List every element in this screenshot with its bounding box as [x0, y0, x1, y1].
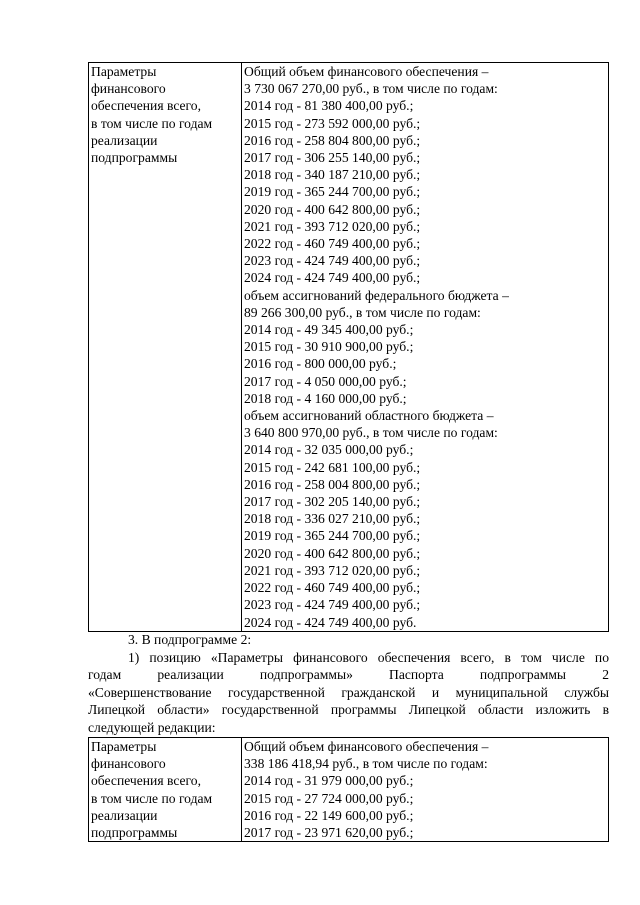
- label-line: в том числе по годам: [91, 790, 213, 806]
- value-line: 2021 год - 393 712 020,00 руб.;: [244, 562, 421, 578]
- subprogram-2-financing-table: [88, 737, 609, 842]
- value-line: 2021 год - 393 712 020,00 руб.;: [244, 218, 421, 234]
- value-line: 2016 год - 22 149 600,00 руб.;: [244, 807, 414, 823]
- label-line: финансового: [91, 756, 166, 772]
- value-line: 2023 год - 424 749 400,00 руб.;: [244, 597, 421, 613]
- paragraph-line: годам реализации подпрограммы» Паспорта подпрограммы 2: [88, 667, 609, 683]
- label-line: в том числе по годам: [91, 115, 213, 131]
- value-line: 3 730 067 270,00 руб., в том числе по годам:: [244, 81, 498, 97]
- value-line: Общий объем финансового обеспечения –: [244, 64, 489, 79]
- label-line: обеспечения всего,: [91, 773, 201, 789]
- value-line: 2014 год - 31 979 000,00 руб.;: [244, 773, 414, 789]
- subprogram-1-financing-table: [88, 62, 609, 632]
- label-line: реализации: [91, 132, 158, 148]
- value-line: 338 186 418,94 руб., в том числе по годам:: [244, 756, 488, 772]
- value-line: 2024 год - 424 749 400,00 руб.: [244, 614, 417, 630]
- value-line: 2020 год - 400 642 800,00 руб.;: [244, 201, 421, 217]
- label-line: Параметры: [91, 739, 157, 754]
- value-line: 2015 год - 242 681 100,00 руб.;: [244, 459, 421, 475]
- financing-value-cell: [242, 63, 609, 632]
- label-line: финансового: [91, 81, 166, 97]
- value-line: 2024 год - 424 749 400,00 руб.;: [244, 270, 421, 286]
- label-line: подпрограммы: [91, 825, 178, 841]
- value-line: 2015 год - 30 910 900,00 руб.;: [244, 339, 414, 355]
- value-line: 2014 год - 49 345 400,00 руб.;: [244, 322, 414, 338]
- value-line: 2016 год - 258 804 800,00 руб.;: [244, 132, 421, 148]
- value-line: 2014 год - 81 380 400,00 руб.;: [244, 98, 414, 114]
- value-line: объем ассигнований федерального бюджета –: [244, 287, 509, 303]
- value-line: 2020 год - 400 642 800,00 руб.;: [244, 545, 421, 561]
- paragraph-line: Липецкой области» государственной программы Липецкой области изложить в: [88, 702, 609, 718]
- value-line: 2018 год - 4 160 000,00 руб.;: [244, 390, 407, 406]
- label-line: подпрограммы: [91, 150, 178, 166]
- table-row: [89, 63, 609, 632]
- paragraph-line: «Совершенствование государственной гражданской и муниципальной службы: [88, 684, 609, 700]
- value-line: 2016 год - 800 000,00 руб.;: [244, 356, 397, 372]
- value-line: 2018 год - 336 027 210,00 руб.;: [244, 511, 421, 527]
- parameter-label-cell: [89, 738, 242, 842]
- value-line: 2023 год - 424 749 400,00 руб.;: [244, 253, 421, 269]
- value-line: 2022 год - 460 749 400,00 руб.;: [244, 236, 421, 252]
- value-line: 2017 год - 306 255 140,00 руб.;: [244, 150, 421, 166]
- value-line: объем ассигнований областного бюджета –: [244, 408, 494, 424]
- body-paragraph: [88, 649, 609, 736]
- value-line: 89 266 300,00 руб., в том числе по годам:: [244, 304, 481, 320]
- value-line: 2017 год - 4 050 000,00 руб.;: [244, 373, 407, 389]
- label-line: Параметры: [91, 64, 157, 79]
- paragraph-line: 1) позицию «Параметры финансового обеспечения всего, в том числе по: [128, 650, 609, 665]
- value-line: 2018 год - 340 187 210,00 руб.;: [244, 167, 421, 183]
- value-line: 2017 год - 302 205 140,00 руб.;: [244, 494, 421, 510]
- value-line: 2015 год - 273 592 000,00 руб.;: [244, 115, 421, 131]
- label-line: обеспечения всего,: [91, 98, 201, 114]
- value-line: 3 640 800 970,00 руб., в том числе по годам:: [244, 425, 498, 441]
- value-line: 2022 год - 460 749 400,00 руб.;: [244, 580, 421, 596]
- value-line: 2019 год - 365 244 700,00 руб.;: [244, 184, 421, 200]
- paragraph-line: следующей редакции:: [88, 719, 216, 735]
- value-line: 2015 год - 27 724 000,00 руб.;: [244, 790, 414, 806]
- parameter-label-cell: [89, 63, 242, 632]
- financing-value-cell: [242, 738, 609, 842]
- table-row: [89, 738, 609, 842]
- value-line: 2014 год - 32 035 000,00 руб.;: [244, 442, 414, 458]
- label-line: реализации: [91, 807, 158, 823]
- value-line: Общий объем финансового обеспечения –: [244, 739, 489, 754]
- value-line: 2019 год - 365 244 700,00 руб.;: [244, 528, 421, 544]
- section-heading: 3. В подпрограмме 2:: [128, 632, 252, 647]
- value-line: 2016 год - 258 004 800,00 руб.;: [244, 476, 421, 492]
- value-line: 2017 год - 23 971 620,00 руб.;: [244, 825, 414, 841]
